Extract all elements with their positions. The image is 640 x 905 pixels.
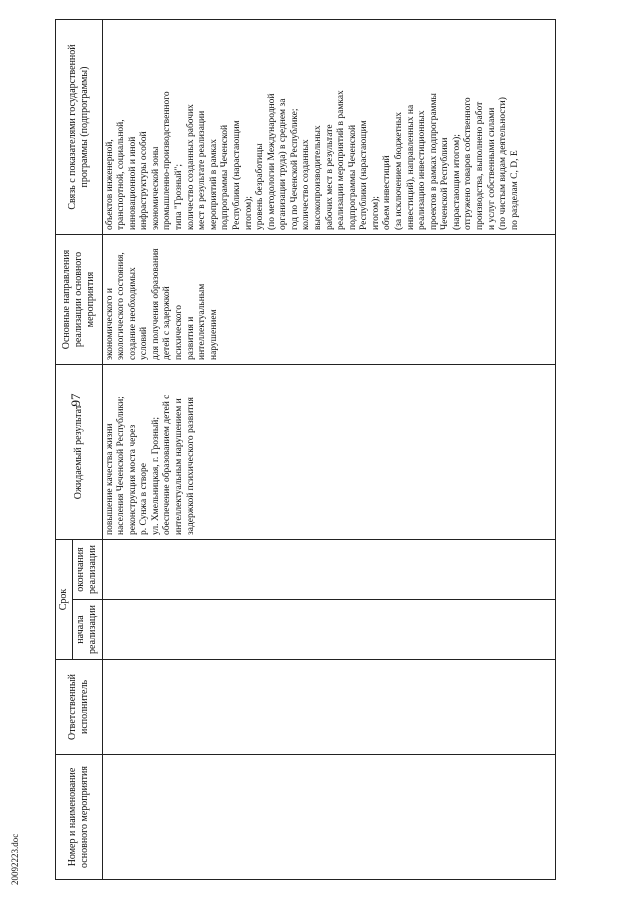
program-table-sheet <box>55 20 620 880</box>
page-number: 97 <box>68 393 83 407</box>
document-filename: 20092223.doc <box>10 833 20 885</box>
header-term-end: окончания реализации <box>73 540 102 600</box>
cell-program-indicators: объектов инженерной, транспортной, социальной, инновационной и иной инфраструктуры особой экономической зоны промышленно-производственного типа "Грозный"; количество созданных рабочих мест в результате реализации мероприятий в рамках подпрограммы Чеченской Республики (нарастающим итогом); уровень безработицы (по методологии Международной организации труда) в среднем за год по Чеченской Республике; количество созданных высокопроизводительных рабочих мест в результате реализации мероприятий в рамках подпрограммы Чеченской Республики (нарастающим итогом); объем инвестиций (за исключением бюджетных инвестиций), направленных на реализацию инвестиционных проектов в рамках подпрограммы Чеченской Республики (нарастающим итогом); отгружено товаров собственного производства, выполнено работ и услуг собственными силами (по чистым видам деятельности) по разделам C, D, E <box>102 20 555 235</box>
header-expected-result: Ожидаемый результат <box>56 365 103 540</box>
header-row-top <box>56 20 73 880</box>
header-term-start: начала реализации <box>73 600 102 660</box>
program-activities-table <box>55 19 556 880</box>
cell-term-start <box>102 600 555 660</box>
table-row <box>102 20 555 880</box>
header-program-indicators: Связь с показателями государственной программы (подпрограммы) <box>56 20 103 235</box>
cell-expected-result: повышение качества жизни населения Чеченской Республики; реконструкция моста через р. Сунжа в створе ул. Хмельницкая, г. Грозный; обеспечение образованием детей с интеллектуальным нарушением и задержкой психического развития <box>102 365 555 540</box>
cell-responsible <box>102 660 555 755</box>
cell-term-end <box>102 540 555 600</box>
cell-activity-name <box>102 755 555 880</box>
header-term: Срок <box>56 540 73 660</box>
header-responsible: Ответственный исполнитель <box>56 660 103 755</box>
header-activity-name: Номер и наименование основного мероприятия <box>56 755 103 880</box>
header-main-directions: Основные направления реализации основного мероприятия <box>56 235 103 365</box>
cell-main-directions: экономического и экологического состояния, создание необходимых условий для получения образования детей с задержкой психического развития и интеллектуальным нарушением <box>102 235 555 365</box>
